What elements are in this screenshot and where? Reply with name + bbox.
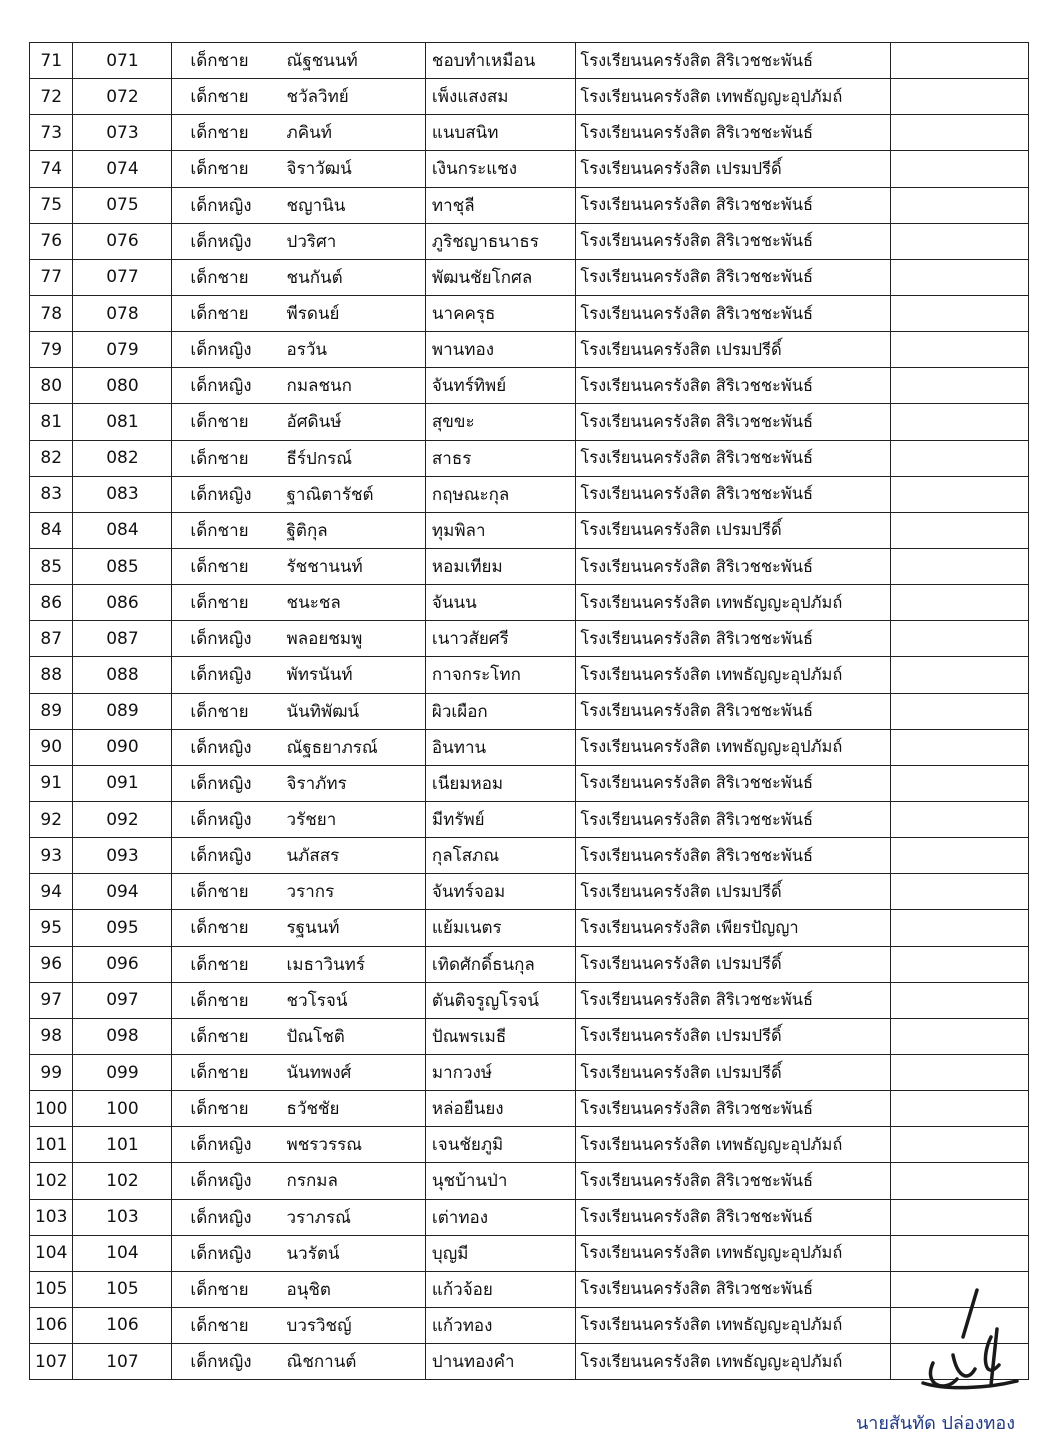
first-name: ธีร์ปกรณ์ bbox=[287, 440, 426, 476]
student-code: 082 bbox=[73, 440, 172, 476]
table-row bbox=[30, 910, 1029, 946]
school-name: โรงเรียนนครรังสิต สิริเวชชะพันธ์ bbox=[576, 295, 890, 331]
first-name: บวรวิชญ์ bbox=[287, 1307, 426, 1343]
note-cell bbox=[890, 476, 1028, 512]
name-prefix: เด็กหญิง bbox=[172, 1127, 287, 1163]
first-name: อนุชิต bbox=[287, 1271, 426, 1307]
name-prefix: เด็กชาย bbox=[172, 1018, 287, 1054]
first-name: อรวัน bbox=[287, 332, 426, 368]
row-number: 82 bbox=[30, 440, 73, 476]
school-name: โรงเรียนนครรังสิต เทพธัญญะอุปภัมถ์ bbox=[576, 1307, 890, 1343]
first-name: เมธาวินทร์ bbox=[287, 946, 426, 982]
first-name: พลอยชมพู bbox=[287, 621, 426, 657]
note-cell bbox=[890, 838, 1028, 874]
last-name: ทุมพิลา bbox=[425, 512, 576, 548]
roster-body bbox=[30, 43, 1029, 1380]
student-code: 090 bbox=[73, 729, 172, 765]
last-name: หอมเทียม bbox=[425, 548, 576, 584]
first-name: พีรดนย์ bbox=[287, 295, 426, 331]
student-code: 085 bbox=[73, 548, 172, 584]
row-number: 101 bbox=[30, 1127, 73, 1163]
note-cell bbox=[890, 1199, 1028, 1235]
student-code: 096 bbox=[73, 946, 172, 982]
school-name: โรงเรียนนครรังสิต สิริเวชชะพันธ์ bbox=[576, 368, 890, 404]
table-row bbox=[30, 548, 1029, 584]
first-name: ปวริศา bbox=[287, 223, 426, 259]
name-prefix: เด็กชาย bbox=[172, 440, 287, 476]
row-number: 91 bbox=[30, 765, 73, 801]
first-name: พชรวรรณ bbox=[287, 1127, 426, 1163]
table-row bbox=[30, 1054, 1029, 1090]
name-prefix: เด็กชาย bbox=[172, 404, 287, 440]
table-row bbox=[30, 440, 1029, 476]
school-name: โรงเรียนนครรังสิต เทพธัญญะอุปภัมถ์ bbox=[576, 1127, 890, 1163]
first-name: ณัฐชนนท์ bbox=[287, 43, 426, 79]
school-name: โรงเรียนนครรังสิต สิริเวชชะพันธ์ bbox=[576, 259, 890, 295]
note-cell bbox=[890, 115, 1028, 151]
student-code: 097 bbox=[73, 982, 172, 1018]
last-name: อินทาน bbox=[425, 729, 576, 765]
table-row bbox=[30, 838, 1029, 874]
table-row bbox=[30, 223, 1029, 259]
last-name: เต่าทอง bbox=[425, 1199, 576, 1235]
row-number: 94 bbox=[30, 874, 73, 910]
note-cell bbox=[890, 729, 1028, 765]
school-name: โรงเรียนนครรังสิต เทพธัญญะอุปภัมถ์ bbox=[576, 1235, 890, 1271]
table-row bbox=[30, 1127, 1029, 1163]
note-cell bbox=[890, 440, 1028, 476]
name-prefix: เด็กชาย bbox=[172, 512, 287, 548]
table-row bbox=[30, 476, 1029, 512]
first-name: ชวโรจน์ bbox=[287, 982, 426, 1018]
name-prefix: เด็กหญิง bbox=[172, 1344, 287, 1380]
note-cell bbox=[890, 79, 1028, 115]
name-prefix: เด็กหญิง bbox=[172, 1235, 287, 1271]
row-number: 73 bbox=[30, 115, 73, 151]
student-code: 072 bbox=[73, 79, 172, 115]
student-code: 073 bbox=[73, 115, 172, 151]
row-number: 83 bbox=[30, 476, 73, 512]
first-name: ชญานิน bbox=[287, 187, 426, 223]
school-name: โรงเรียนนครรังสิต เพียรปัญญา bbox=[576, 910, 890, 946]
last-name: แย้มเนตร bbox=[425, 910, 576, 946]
note-cell bbox=[890, 548, 1028, 584]
row-number: 80 bbox=[30, 368, 73, 404]
row-number: 107 bbox=[30, 1344, 73, 1380]
name-prefix: เด็กชาย bbox=[172, 43, 287, 79]
last-name: นาคครุธ bbox=[425, 295, 576, 331]
last-name: เพ็งแสงสม bbox=[425, 79, 576, 115]
row-number: 75 bbox=[30, 187, 73, 223]
school-name: โรงเรียนนครรังสิต สิริเวชชะพันธ์ bbox=[576, 43, 890, 79]
last-name: เจนชัยภูมิ bbox=[425, 1127, 576, 1163]
row-number: 97 bbox=[30, 982, 73, 1018]
note-cell bbox=[890, 585, 1028, 621]
school-name: โรงเรียนนครรังสิต เทพธัญญะอุปภัมถ์ bbox=[576, 79, 890, 115]
note-cell bbox=[890, 1018, 1028, 1054]
last-name: มากวงษ์ bbox=[425, 1054, 576, 1090]
note-cell bbox=[890, 1091, 1028, 1127]
table-row bbox=[30, 1018, 1029, 1054]
name-prefix: เด็กหญิง bbox=[172, 476, 287, 512]
first-name: นันทิพัฒน์ bbox=[287, 693, 426, 729]
name-prefix: เด็กชาย bbox=[172, 982, 287, 1018]
student-code: 080 bbox=[73, 368, 172, 404]
student-code: 095 bbox=[73, 910, 172, 946]
table-row bbox=[30, 729, 1029, 765]
first-name: วรัชยา bbox=[287, 801, 426, 837]
last-name: กาจกระโทก bbox=[425, 657, 576, 693]
school-name: โรงเรียนนครรังสิต สิริเวชชะพันธ์ bbox=[576, 801, 890, 837]
last-name: พัฒนชัยโกศล bbox=[425, 259, 576, 295]
last-name: มีทรัพย์ bbox=[425, 801, 576, 837]
table-row bbox=[30, 43, 1029, 79]
student-code: 076 bbox=[73, 223, 172, 259]
row-number: 87 bbox=[30, 621, 73, 657]
row-number: 105 bbox=[30, 1271, 73, 1307]
name-prefix: เด็กชาย bbox=[172, 1054, 287, 1090]
student-code: 089 bbox=[73, 693, 172, 729]
table-row bbox=[30, 982, 1029, 1018]
school-name: โรงเรียนนครรังสิต เปรมปรีดิ์ bbox=[576, 946, 890, 982]
last-name: เงินกระแชง bbox=[425, 151, 576, 187]
row-number: 106 bbox=[30, 1307, 73, 1343]
last-name: นุชบ้านป่า bbox=[425, 1163, 576, 1199]
student-code: 103 bbox=[73, 1199, 172, 1235]
school-name: โรงเรียนนครรังสิต สิริเวชชะพันธ์ bbox=[576, 693, 890, 729]
last-name: เนาวสัยศรี bbox=[425, 621, 576, 657]
student-code: 105 bbox=[73, 1271, 172, 1307]
student-code: 084 bbox=[73, 512, 172, 548]
note-cell bbox=[890, 946, 1028, 982]
name-prefix: เด็กหญิง bbox=[172, 621, 287, 657]
school-name: โรงเรียนนครรังสิต สิริเวชชะพันธ์ bbox=[576, 621, 890, 657]
row-number: 71 bbox=[30, 43, 73, 79]
name-prefix: เด็กชาย bbox=[172, 151, 287, 187]
row-number: 76 bbox=[30, 223, 73, 259]
student-code: 098 bbox=[73, 1018, 172, 1054]
table-row bbox=[30, 512, 1029, 548]
row-number: 100 bbox=[30, 1091, 73, 1127]
table-row bbox=[30, 1163, 1029, 1199]
first-name: อัศดินษ์ bbox=[287, 404, 426, 440]
table-row bbox=[30, 187, 1029, 223]
student-code: 083 bbox=[73, 476, 172, 512]
school-name: โรงเรียนนครรังสิต สิริเวชชะพันธ์ bbox=[576, 115, 890, 151]
name-prefix: เด็กชาย bbox=[172, 1271, 287, 1307]
school-name: โรงเรียนนครรังสิต เทพธัญญะอุปภัมถ์ bbox=[576, 729, 890, 765]
student-code: 088 bbox=[73, 657, 172, 693]
school-name: โรงเรียนนครรังสิต สิริเวชชะพันธ์ bbox=[576, 1091, 890, 1127]
first-name: พัทรนันท์ bbox=[287, 657, 426, 693]
last-name: ทาชุลี bbox=[425, 187, 576, 223]
last-name: กฤษณะกุล bbox=[425, 476, 576, 512]
table-row bbox=[30, 115, 1029, 151]
first-name: ฐาณิตารัชต์ bbox=[287, 476, 426, 512]
last-name: แก้วจ้อย bbox=[425, 1271, 576, 1307]
school-name: โรงเรียนนครรังสิต สิริเวชชะพันธ์ bbox=[576, 476, 890, 512]
last-name: ชอบทำเหมือน bbox=[425, 43, 576, 79]
school-name: โรงเรียนนครรังสิต สิริเวชชะพันธ์ bbox=[576, 440, 890, 476]
row-number: 103 bbox=[30, 1199, 73, 1235]
note-cell bbox=[890, 1235, 1028, 1271]
last-name: แนบสนิท bbox=[425, 115, 576, 151]
name-prefix: เด็กชาย bbox=[172, 946, 287, 982]
student-code: 091 bbox=[73, 765, 172, 801]
signer-name: นายสันทัด ปล่องทอง bbox=[855, 1413, 1015, 1434]
student-code: 104 bbox=[73, 1235, 172, 1271]
name-prefix: เด็กหญิง bbox=[172, 801, 287, 837]
name-prefix: เด็กชาย bbox=[172, 874, 287, 910]
name-prefix: เด็กหญิง bbox=[172, 187, 287, 223]
table-row bbox=[30, 295, 1029, 331]
table-row bbox=[30, 1091, 1029, 1127]
row-number: 95 bbox=[30, 910, 73, 946]
first-name: นวรัตน์ bbox=[287, 1235, 426, 1271]
note-cell bbox=[890, 765, 1028, 801]
last-name: ผิวเผือก bbox=[425, 693, 576, 729]
first-name: ธวัชชัย bbox=[287, 1091, 426, 1127]
table-row bbox=[30, 621, 1029, 657]
first-name: วรากร bbox=[287, 874, 426, 910]
student-code: 074 bbox=[73, 151, 172, 187]
row-number: 104 bbox=[30, 1235, 73, 1271]
student-code: 078 bbox=[73, 295, 172, 331]
name-prefix: เด็กหญิง bbox=[172, 1163, 287, 1199]
name-prefix: เด็กชาย bbox=[172, 79, 287, 115]
row-number: 98 bbox=[30, 1018, 73, 1054]
table-row bbox=[30, 1271, 1029, 1307]
name-prefix: เด็กชาย bbox=[172, 115, 287, 151]
table-row bbox=[30, 151, 1029, 187]
student-code: 079 bbox=[73, 332, 172, 368]
student-code: 071 bbox=[73, 43, 172, 79]
name-prefix: เด็กชาย bbox=[172, 1091, 287, 1127]
first-name: ณัฐธยาภรณ์ bbox=[287, 729, 426, 765]
first-name: ณิชกานต์ bbox=[287, 1344, 426, 1380]
row-number: 89 bbox=[30, 693, 73, 729]
student-code: 099 bbox=[73, 1054, 172, 1090]
name-prefix: เด็กหญิง bbox=[172, 332, 287, 368]
table-row bbox=[30, 1235, 1029, 1271]
student-code: 102 bbox=[73, 1163, 172, 1199]
last-name: ตันติจรูญโรจน์ bbox=[425, 982, 576, 1018]
table-row bbox=[30, 368, 1029, 404]
name-prefix: เด็กหญิง bbox=[172, 657, 287, 693]
row-number: 88 bbox=[30, 657, 73, 693]
note-cell bbox=[890, 1163, 1028, 1199]
last-name: ปานทองคำ bbox=[425, 1344, 576, 1380]
school-name: โรงเรียนนครรังสิต สิริเวชชะพันธ์ bbox=[576, 1163, 890, 1199]
first-name: ปัณโชติ bbox=[287, 1018, 426, 1054]
name-prefix: เด็กชาย bbox=[172, 1307, 287, 1343]
name-prefix: เด็กหญิง bbox=[172, 223, 287, 259]
student-code: 075 bbox=[73, 187, 172, 223]
row-number: 77 bbox=[30, 259, 73, 295]
table-row bbox=[30, 1307, 1029, 1343]
school-name: โรงเรียนนครรังสิต สิริเวชชะพันธ์ bbox=[576, 765, 890, 801]
name-prefix: เด็กหญิง bbox=[172, 765, 287, 801]
row-number: 79 bbox=[30, 332, 73, 368]
note-cell bbox=[890, 621, 1028, 657]
school-name: โรงเรียนนครรังสิต เปรมปรีดิ์ bbox=[576, 332, 890, 368]
table-row bbox=[30, 801, 1029, 837]
table-row bbox=[30, 1344, 1029, 1380]
school-name: โรงเรียนนครรังสิต เปรมปรีดิ์ bbox=[576, 874, 890, 910]
table-row bbox=[30, 332, 1029, 368]
first-name: จิราภัทร bbox=[287, 765, 426, 801]
row-number: 99 bbox=[30, 1054, 73, 1090]
note-cell bbox=[890, 874, 1028, 910]
school-name: โรงเรียนนครรังสิต เปรมปรีดิ์ bbox=[576, 512, 890, 548]
last-name: พานทอง bbox=[425, 332, 576, 368]
first-name: ชวัลวิทย์ bbox=[287, 79, 426, 115]
student-code: 087 bbox=[73, 621, 172, 657]
note-cell bbox=[890, 332, 1028, 368]
name-prefix: เด็กชาย bbox=[172, 693, 287, 729]
student-code: 106 bbox=[73, 1307, 172, 1343]
note-cell bbox=[890, 259, 1028, 295]
school-name: โรงเรียนนครรังสิต สิริเวชชะพันธ์ bbox=[576, 838, 890, 874]
first-name: จิราวัฒน์ bbox=[287, 151, 426, 187]
student-code: 092 bbox=[73, 801, 172, 837]
name-prefix: เด็กหญิง bbox=[172, 729, 287, 765]
handwritten-signature bbox=[905, 1285, 1025, 1395]
last-name: จันทร์จอม bbox=[425, 874, 576, 910]
row-number: 92 bbox=[30, 801, 73, 837]
row-number: 102 bbox=[30, 1163, 73, 1199]
student-code: 086 bbox=[73, 585, 172, 621]
table-row bbox=[30, 259, 1029, 295]
school-name: โรงเรียนนครรังสิต สิริเวชชะพันธ์ bbox=[576, 187, 890, 223]
school-name: โรงเรียนนครรังสิต สิริเวชชะพันธ์ bbox=[576, 223, 890, 259]
first-name: วราภรณ์ bbox=[287, 1199, 426, 1235]
last-name: บุญมี bbox=[425, 1235, 576, 1271]
name-prefix: เด็กชาย bbox=[172, 295, 287, 331]
note-cell bbox=[890, 1054, 1028, 1090]
last-name: จันนน bbox=[425, 585, 576, 621]
note-cell bbox=[890, 187, 1028, 223]
note-cell bbox=[890, 295, 1028, 331]
table-row bbox=[30, 657, 1029, 693]
table-row bbox=[30, 79, 1029, 115]
school-name: โรงเรียนนครรังสิต เทพธัญญะอุปภัมถ์ bbox=[576, 1344, 890, 1380]
table-row bbox=[30, 404, 1029, 440]
note-cell bbox=[890, 982, 1028, 1018]
last-name: แก้วทอง bbox=[425, 1307, 576, 1343]
student-roster-table bbox=[29, 42, 1029, 1380]
school-name: โรงเรียนนครรังสิต เปรมปรีดิ์ bbox=[576, 1054, 890, 1090]
student-code: 107 bbox=[73, 1344, 172, 1380]
note-cell bbox=[890, 512, 1028, 548]
row-number: 90 bbox=[30, 729, 73, 765]
school-name: โรงเรียนนครรังสิต สิริเวชชะพันธ์ bbox=[576, 404, 890, 440]
row-number: 84 bbox=[30, 512, 73, 548]
school-name: โรงเรียนนครรังสิต สิริเวชชะพันธ์ bbox=[576, 548, 890, 584]
table-row bbox=[30, 946, 1029, 982]
row-number: 78 bbox=[30, 295, 73, 331]
note-cell bbox=[890, 1127, 1028, 1163]
note-cell bbox=[890, 657, 1028, 693]
table-row bbox=[30, 1199, 1029, 1235]
table-row bbox=[30, 693, 1029, 729]
first-name: รฐนนท์ bbox=[287, 910, 426, 946]
name-prefix: เด็กชาย bbox=[172, 910, 287, 946]
school-name: โรงเรียนนครรังสิต สิริเวชชะพันธ์ bbox=[576, 1199, 890, 1235]
note-cell bbox=[890, 910, 1028, 946]
row-number: 74 bbox=[30, 151, 73, 187]
note-cell bbox=[890, 223, 1028, 259]
school-name: โรงเรียนนครรังสิต เปรมปรีดิ์ bbox=[576, 1018, 890, 1054]
last-name: หล่อยืนยง bbox=[425, 1091, 576, 1127]
table-row bbox=[30, 874, 1029, 910]
last-name: สาธร bbox=[425, 440, 576, 476]
school-name: โรงเรียนนครรังสิต เทพธัญญะอุปภัมถ์ bbox=[576, 585, 890, 621]
first-name: ฐิติกุล bbox=[287, 512, 426, 548]
note-cell bbox=[890, 404, 1028, 440]
name-prefix: เด็กชาย bbox=[172, 585, 287, 621]
row-number: 81 bbox=[30, 404, 73, 440]
first-name: กมลชนก bbox=[287, 368, 426, 404]
student-code: 101 bbox=[73, 1127, 172, 1163]
name-prefix: เด็กหญิง bbox=[172, 1199, 287, 1235]
name-prefix: เด็กชาย bbox=[172, 548, 287, 584]
row-number: 85 bbox=[30, 548, 73, 584]
student-code: 093 bbox=[73, 838, 172, 874]
student-code: 081 bbox=[73, 404, 172, 440]
note-cell bbox=[890, 151, 1028, 187]
note-cell bbox=[890, 693, 1028, 729]
row-number: 72 bbox=[30, 79, 73, 115]
last-name: จันทร์ทิพย์ bbox=[425, 368, 576, 404]
table-row bbox=[30, 765, 1029, 801]
name-prefix: เด็กหญิง bbox=[172, 368, 287, 404]
school-name: โรงเรียนนครรังสิต เปรมปรีดิ์ bbox=[576, 151, 890, 187]
school-name: โรงเรียนนครรังสิต สิริเวชชะพันธ์ bbox=[576, 982, 890, 1018]
student-code: 077 bbox=[73, 259, 172, 295]
first-name: ชนกันต์ bbox=[287, 259, 426, 295]
note-cell bbox=[890, 801, 1028, 837]
student-code: 100 bbox=[73, 1091, 172, 1127]
last-name: ปัณพรเมธี bbox=[425, 1018, 576, 1054]
first-name: นันทพงศ์ bbox=[287, 1054, 426, 1090]
note-cell bbox=[890, 43, 1028, 79]
first-name: ภคินท์ bbox=[287, 115, 426, 151]
last-name: เทิดศักดิ์ธนกุล bbox=[425, 946, 576, 982]
table-row bbox=[30, 585, 1029, 621]
note-cell bbox=[890, 368, 1028, 404]
first-name: ชนะชล bbox=[287, 585, 426, 621]
last-name: ภูริชญาธนาธร bbox=[425, 223, 576, 259]
last-name: สุขขะ bbox=[425, 404, 576, 440]
name-prefix: เด็กชาย bbox=[172, 259, 287, 295]
first-name: รัชชานนท์ bbox=[287, 548, 426, 584]
student-code: 094 bbox=[73, 874, 172, 910]
school-name: โรงเรียนนครรังสิต สิริเวชชะพันธ์ bbox=[576, 1271, 890, 1307]
last-name: เนียมหอม bbox=[425, 765, 576, 801]
first-name: กรกมล bbox=[287, 1163, 426, 1199]
row-number: 93 bbox=[30, 838, 73, 874]
row-number: 86 bbox=[30, 585, 73, 621]
school-name: โรงเรียนนครรังสิต เทพธัญญะอุปภัมถ์ bbox=[576, 657, 890, 693]
row-number: 96 bbox=[30, 946, 73, 982]
last-name: กุลโสภณ bbox=[425, 838, 576, 874]
first-name: นภัสสร bbox=[287, 838, 426, 874]
name-prefix: เด็กหญิง bbox=[172, 838, 287, 874]
